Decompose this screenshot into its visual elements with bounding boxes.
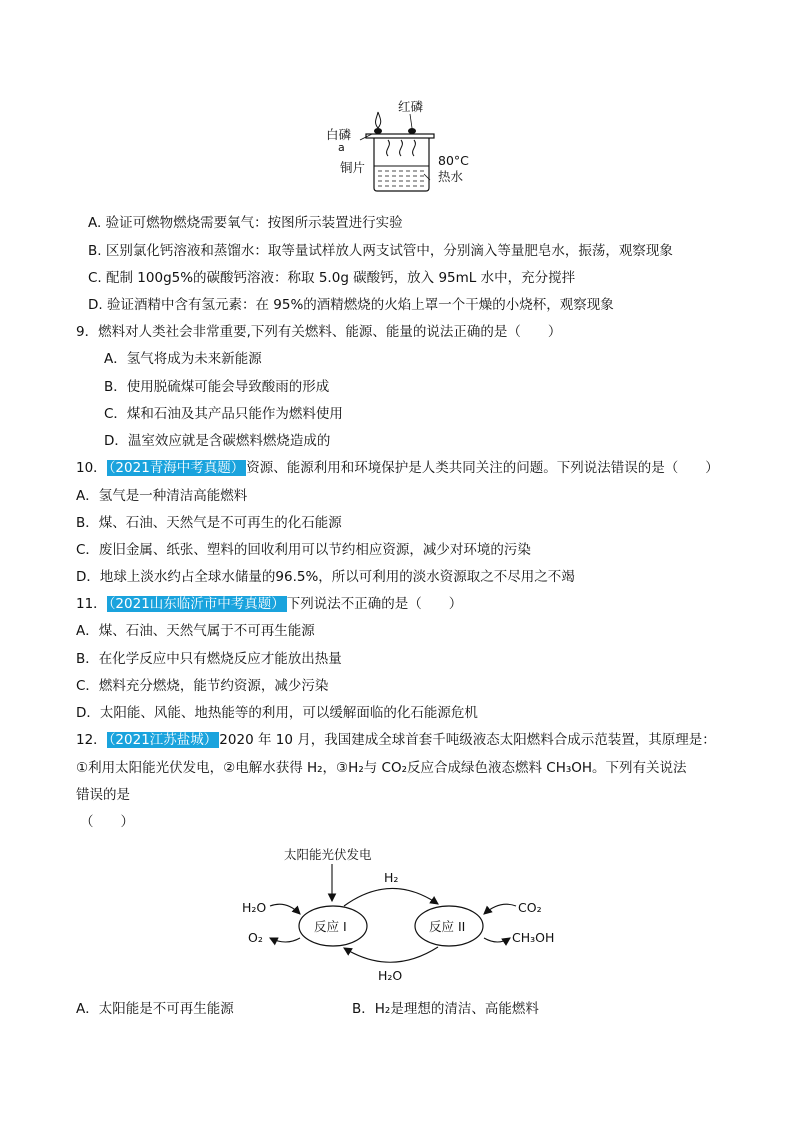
red-phosphorus: [408, 128, 416, 134]
q10-option-a: A．氢气是一种清洁高能燃料: [76, 488, 248, 504]
q8-option-b: B. 区别氯化钙溶液和蒸馏水：取等量试样放人两支试管中，分别滴入等量肥皂水，振荡，观察现象: [88, 243, 673, 259]
copper-plate: [366, 134, 434, 138]
q11-option-b: B．在化学反应中只有燃烧反应才能放出热量: [76, 651, 342, 667]
label-a: a: [338, 141, 345, 154]
q10-option-d: D．地球上淡水约占全球水储量的96.5%，所以可利用的淡水资源取之不尽用之不竭: [76, 569, 575, 585]
q8-option-d: D. 验证酒精中含有氢元素：在 95%的酒精燃烧的火焰上罩一个干燥的小烧杯，观察现象: [88, 297, 614, 313]
label-h2-arc: H₂: [384, 870, 399, 885]
q11-option-c: C．燃料充分燃烧，能节约资源，减少污染: [76, 678, 329, 694]
q10-stem: 资源、能源利用和环境保护是人类共同关注的问题。下列说法错误的是（ ）: [246, 460, 719, 476]
q11-stem: 下列说法不正确的是（ ）: [286, 596, 463, 612]
q11-stem-line: [76, 595, 462, 613]
q9-option-d: D．温室效应就是含碳燃料燃烧造成的: [104, 433, 331, 449]
reaction-cycle-figure: [236, 842, 566, 987]
q8-option-c: C. 配制 100g5%的碳酸钙溶液：称取 5.0g 碳酸钙，放入 95mL 水中，充分搅拌: [88, 270, 576, 286]
q12-stem-line-2: ①利用太阳能光伏发电，②电解水获得 H₂，③H₂与 CO₂反应合成绿色液态燃料 CH₃OH。下列有关说法: [76, 760, 687, 776]
label-o2: O₂: [248, 930, 263, 945]
combustion-apparatus-figure: [320, 100, 480, 195]
q12-stem-1: 2020 年 10 月，我国建成全球首套千吨级液态太阳燃料合成示范装置，其原理是：: [219, 732, 716, 748]
reaction-2-label: 反应 II: [429, 919, 466, 934]
q12-stem-line-3: 错误的是: [76, 787, 130, 803]
reaction-1-label: 反应 I: [314, 919, 347, 934]
white-phosphorus: [374, 128, 382, 134]
flame-icon: [376, 112, 381, 128]
label-co2: CO₂: [518, 900, 542, 915]
q12-option-b: B．H₂是理想的清洁、高能燃料: [352, 1001, 539, 1017]
label-h2o-left: H₂O: [242, 900, 267, 915]
label-copper: 铜片: [340, 160, 366, 175]
q12-source-tag: （2021江苏盐城）: [108, 732, 218, 748]
q12-stem-line-1: [76, 731, 716, 749]
q10-option-b: B．煤、石油、天然气是不可再生的化石能源: [76, 515, 342, 531]
label-red-phosphorus: 红磷: [398, 100, 424, 114]
q12-option-a: A．太阳能是不可再生能源: [76, 1001, 234, 1017]
label-h2o-bottom: H₂O: [378, 968, 403, 983]
q12-answer-blank: （ ）: [80, 814, 134, 830]
label-solar-power: 太阳能光伏发电: [284, 847, 372, 862]
q11-option-a: A．煤、石油、天然气属于不可再生能源: [76, 623, 315, 639]
q10-stem-line: [76, 459, 719, 477]
q11-source-tag: （2021山东临沂市中考真题）: [108, 596, 285, 612]
label-white-phosphorus: 白磷: [326, 127, 352, 142]
steam-icon: [387, 140, 416, 156]
q12-number: 12．: [76, 732, 107, 748]
q9-option-c: C．煤和石油及其产品只能作为燃料使用: [104, 406, 343, 422]
label-temperature: 80°C: [438, 153, 469, 168]
q11-number: 11．: [76, 596, 107, 612]
q10-source-tag: （2021青海中考真题）: [108, 460, 245, 476]
label-ch3oh: CH₃OH: [512, 930, 555, 945]
q9-option-b: B．使用脱硫煤可能会导致酸雨的形成: [104, 379, 330, 395]
q11-option-d: D．太阳能、风能、地热能等的利用，可以缓解面临的化石能源危机: [76, 705, 478, 721]
q10-option-c: C．废旧金属、纸张、塑料的回收利用可以节约相应资源，减少对环境的污染: [76, 542, 531, 558]
q9-option-a: A．氢气将成为未来新能源: [104, 351, 262, 367]
q10-number: 10．: [76, 460, 107, 476]
q8-option-a: A. 验证可燃物燃烧需要氧气：按图所示装置进行实验: [88, 215, 403, 231]
label-hot-water: 热水: [438, 169, 464, 184]
q9-stem: 9．燃料对人类社会非常重要,下列有关燃料、能源、能量的说法正确的是（ ）: [76, 324, 562, 340]
